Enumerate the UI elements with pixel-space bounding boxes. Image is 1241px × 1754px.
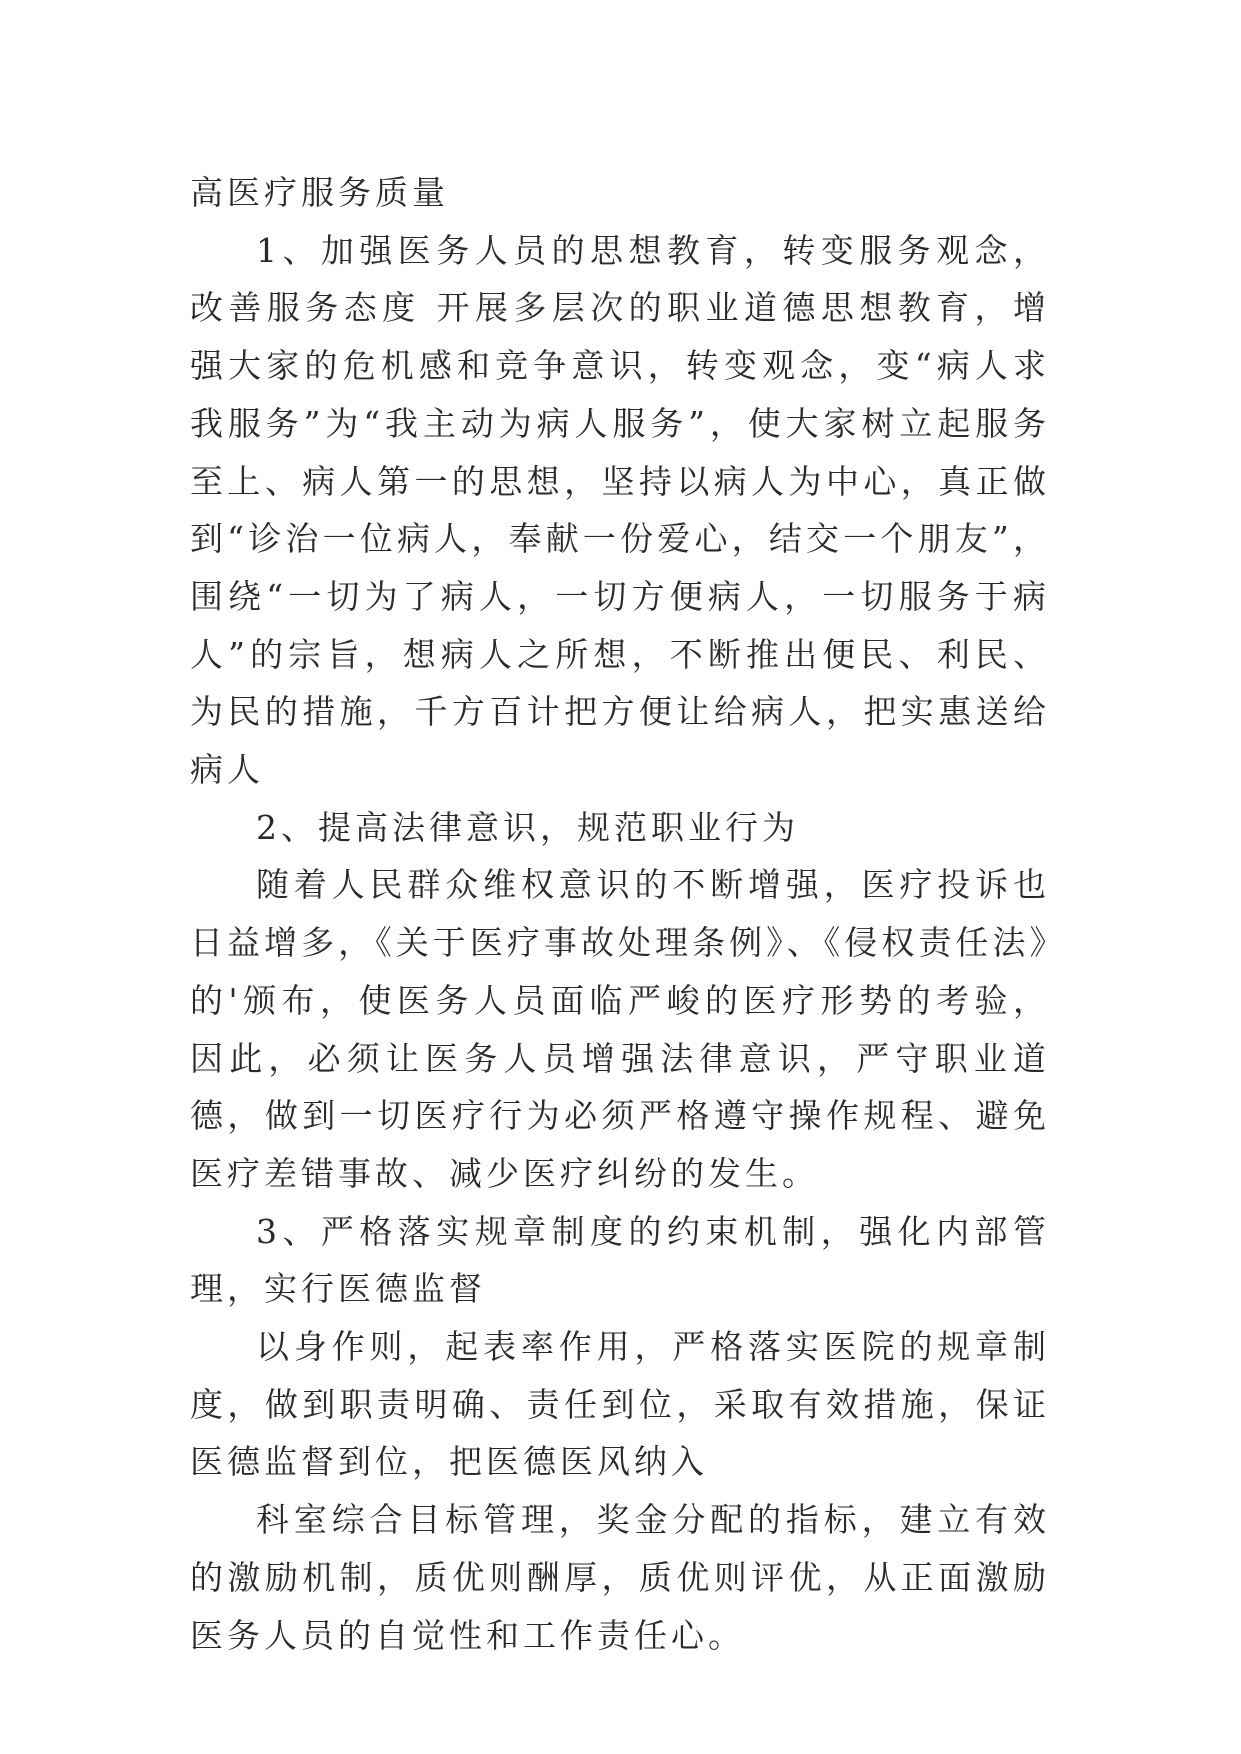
paragraph-heading-continuation: 高医疗服务质量 bbox=[190, 173, 449, 212]
paragraph-lead-by-example: 以身作则，起表率作用，严格落实医院的规章制度，做到职责明确、责任到位，采取有效措施，保证医德监督到位，把医德医风纳入 bbox=[190, 1327, 1050, 1482]
paragraph-regulations-heading: 3、严格落实规章制度的约束机制，强化内部管理，实行医德监督 bbox=[190, 1211, 1050, 1309]
paragraph-incentive-mechanism: 科室综合目标管理，奖金分配的指标，建立有效的激励机制，质优则酬厚，质优则评优，从正面激励医务人员的自觉性和工作责任心。 bbox=[190, 1500, 1050, 1655]
paragraph-legal-awareness-body: 随着人民群众维权意识的不断增强，医疗投诉也日益增多，《关于医疗事故处理条例》、《侵权责任法》的'颁布，使医务人员面临严峻的医疗形势的考验，因此，必须让医务人员增强法律意识，严守职业道德，做到一切医疗行为必须严格遵守操作规程、避免医疗差错事故、减少医疗纠纷的发生。 bbox=[190, 865, 1050, 1193]
paragraph-service-attitude: 1、加强医务人员的思想教育，转变服务观念，改善服务态度 开展多层次的职业道德思想教育，增强大家的危机感和竞争意识，转变观念，变“病人求我服务”为“我主动为病人服务”，使大家树立起服务至上、病人第一的思想，坚持以病人为中心，真正做到“诊治一位病人，奉献一份爱心，结交一个朋友”，围绕“一切为了病人，一切方便病人，一切服务于病人”的宗旨，想病人之所想，不断推出便民、利民、为民的措施，千方百计把方便让给病人，把实惠送给病人 bbox=[190, 230, 1050, 790]
document-body bbox=[190, 164, 1050, 1664]
paragraph-legal-awareness-heading: 2、提高法律意识，规范职业行为 bbox=[256, 807, 799, 847]
